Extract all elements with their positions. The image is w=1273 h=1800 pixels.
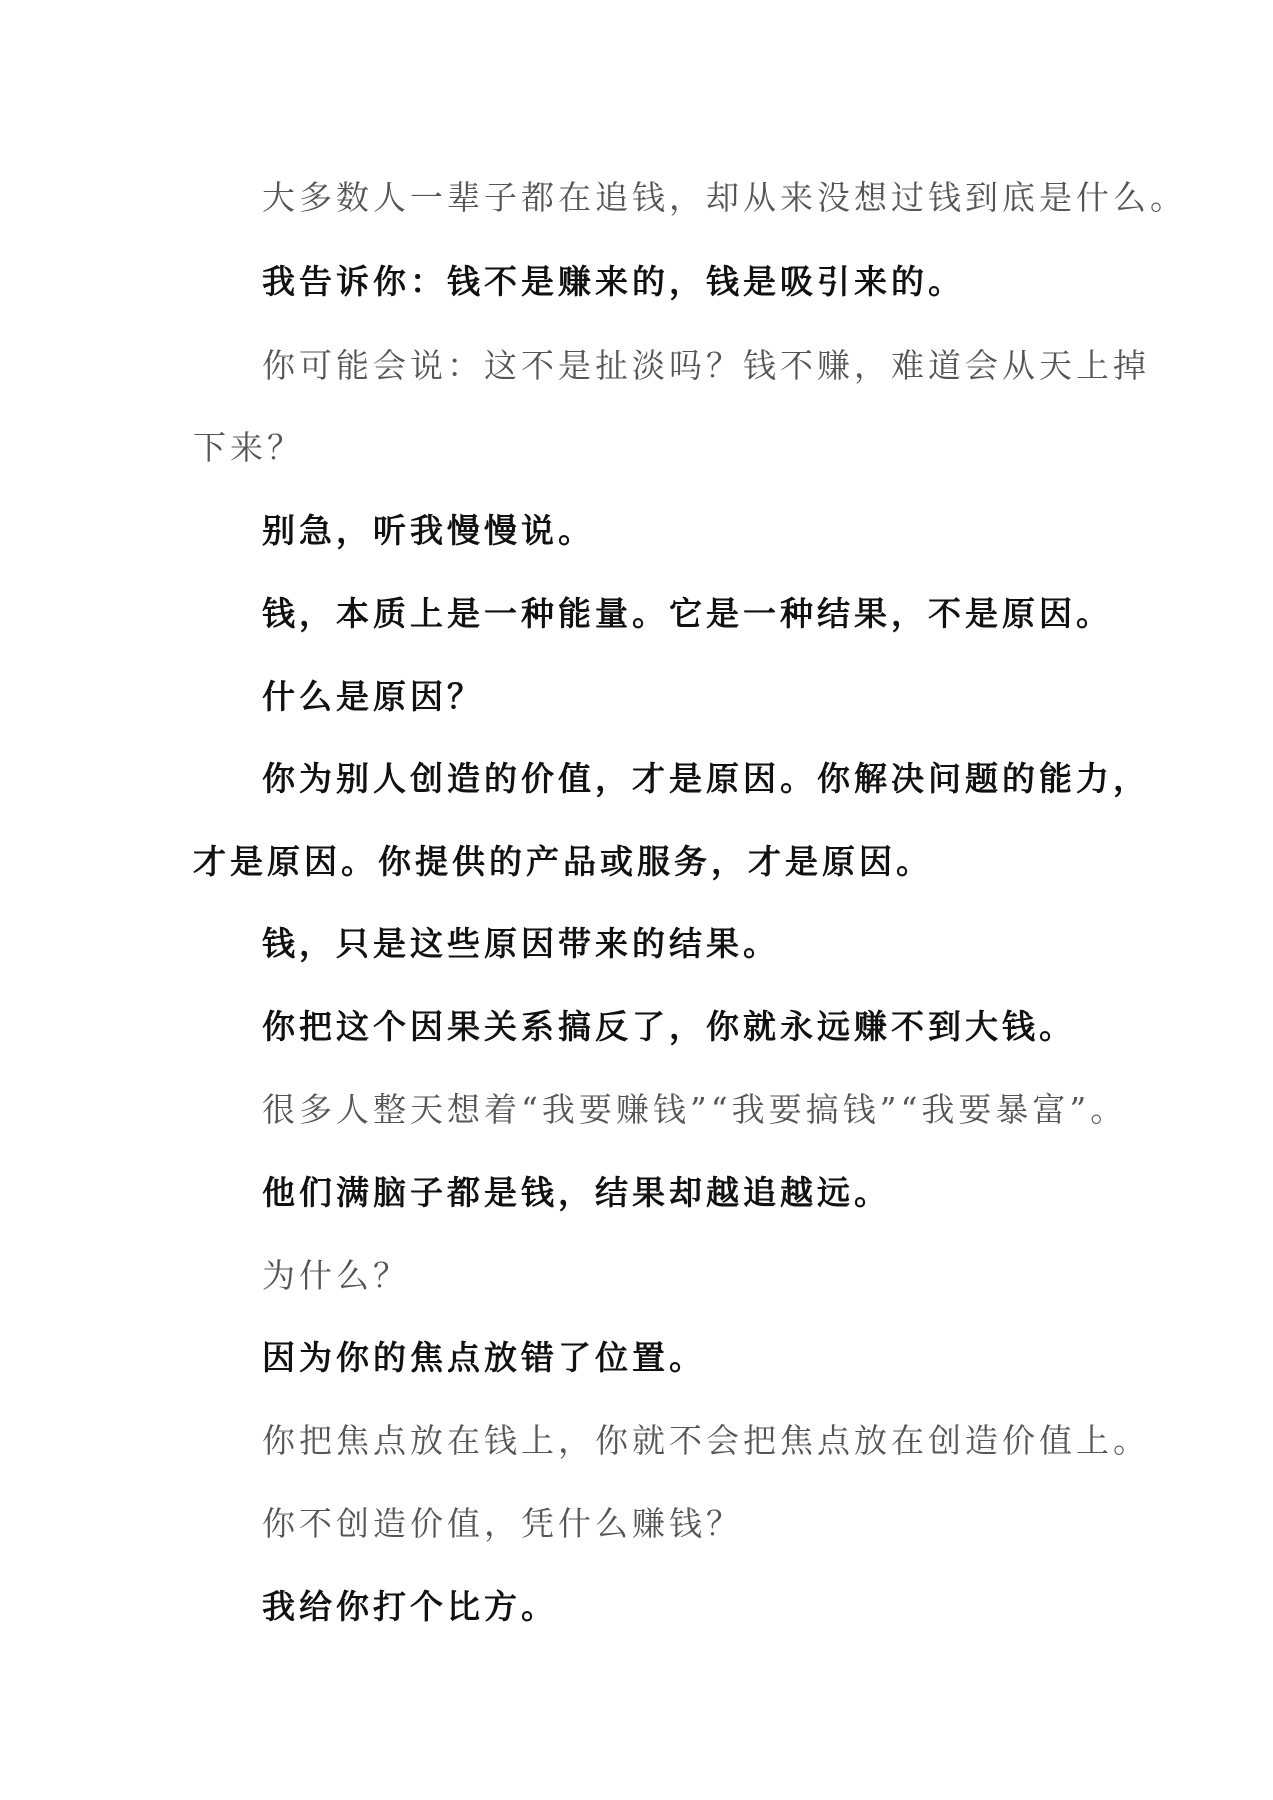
- paragraph-14: 你把焦点放在钱上，你就不会把焦点放在创造价值上。: [262, 1421, 1150, 1460]
- paragraph-15: 你不创造价值，凭什么赚钱？: [262, 1504, 743, 1543]
- paragraph-1: 大多数人一辈子都在追钱，却从来没想过钱到底是什么。: [262, 178, 1187, 217]
- paragraph-7-continued: 才是原因。你提供的产品或服务，才是原因。: [193, 842, 933, 881]
- paragraph-13: 因为你的焦点放错了位置。: [262, 1338, 706, 1377]
- paragraph-9: 你把这个因果关系搞反了，你就永远赚不到大钱。: [262, 1007, 1076, 1046]
- paragraph-8: 钱，只是这些原因带来的结果。: [262, 924, 780, 963]
- paragraph-5: 钱，本质上是一种能量。它是一种结果，不是原因。: [262, 594, 1113, 633]
- paragraph-6: 什么是原因？: [262, 677, 484, 716]
- paragraph-12: 为什么？: [262, 1256, 410, 1295]
- paragraph-3: 你可能会说：这不是扯淡吗？钱不赚，难道会从天上掉: [262, 346, 1150, 385]
- paragraph-10: 很多人整天想着“我要赚钱”“我要搞钱”“我要暴富”。: [262, 1090, 1128, 1129]
- paragraph-11: 他们满脑子都是钱，结果却越追越远。: [262, 1173, 891, 1212]
- paragraph-3-continued: 下来？: [193, 428, 304, 467]
- paragraph-2: 我告诉你：钱不是赚来的，钱是吸引来的。: [262, 262, 965, 301]
- paragraph-16: 我给你打个比方。: [262, 1587, 558, 1626]
- paragraph-7: 你为别人创造的价值，才是原因。你解决问题的能力，: [262, 759, 1150, 798]
- paragraph-4: 别急，听我慢慢说。: [262, 511, 595, 550]
